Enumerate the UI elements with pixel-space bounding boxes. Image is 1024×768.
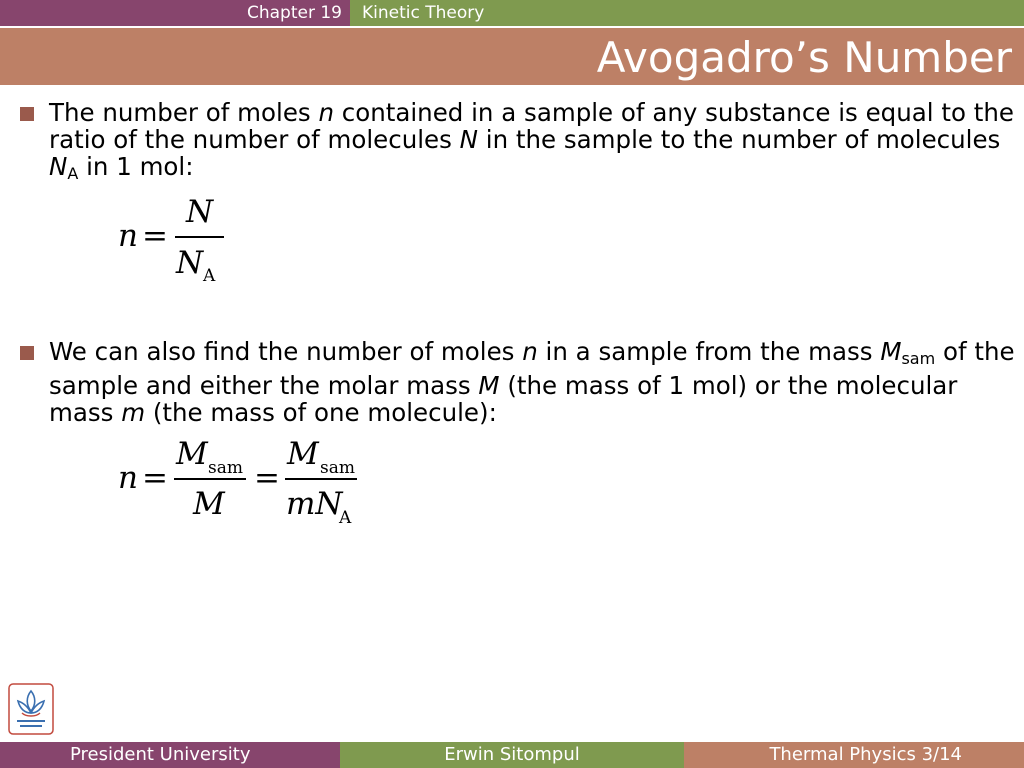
eq2-lhs: n: [118, 460, 138, 496]
eq1-lhs: n: [118, 218, 138, 254]
eq1-denominator: N: [176, 245, 204, 281]
eq1-equals: =: [142, 218, 168, 254]
footer-author: Erwin Sitompul: [340, 742, 684, 768]
bullet-square-icon: [20, 346, 34, 360]
eq2-numerator-1: M: [176, 436, 208, 472]
eq2-numerator-2: M: [287, 436, 319, 472]
title-bar: [0, 28, 1024, 85]
slide-title: Avogadro’s Number: [596, 33, 1012, 82]
chapter-banner: [0, 0, 350, 26]
top-bar: [0, 0, 1024, 26]
eq2-numerator-2-sub: sam: [320, 458, 355, 478]
bullet-1-text: The number of moles n contained in a sample of any substance is equal to the ratio of the number of molecules N in the sample to the number of molecules $N_A$ in 1 mol:: [49, 98, 1014, 183]
eq2-equals-2: =: [254, 460, 280, 496]
topic-label: Kinetic Theory: [362, 3, 485, 23]
eq1-fraction-bar: [175, 236, 224, 238]
eq2-fraction-bar-1: [174, 478, 246, 480]
eq1-denominator-sub: A: [203, 266, 216, 286]
footer-bar: [0, 742, 1024, 768]
eq1-numerator: N: [186, 194, 214, 230]
footer-university: President University: [0, 742, 340, 768]
eq2-fraction-bar-2: [285, 478, 357, 480]
eq2-denominator-2: mN: [286, 486, 343, 522]
topic-banner: [350, 0, 1024, 26]
eq2-numerator-1-sub: sam: [208, 458, 243, 478]
bullet-2-text: We can also find the number of moles n in a sample from the mass $M_{sam}$ of the sample and either the molar mass M (the mass of 1 mol) or the molecular mass m (the mass of one molecule):: [49, 337, 1015, 427]
university-logo-icon: [8, 683, 54, 735]
bullet-square-icon: [20, 107, 34, 121]
footer-course-page: Thermal Physics 3/14: [684, 742, 1024, 768]
eq2-equals-1: =: [142, 460, 168, 496]
eq2-denominator-1: M: [193, 486, 225, 522]
chapter-label: Chapter 19: [246, 3, 342, 23]
eq2-denominator-2-sub: A: [339, 508, 352, 528]
